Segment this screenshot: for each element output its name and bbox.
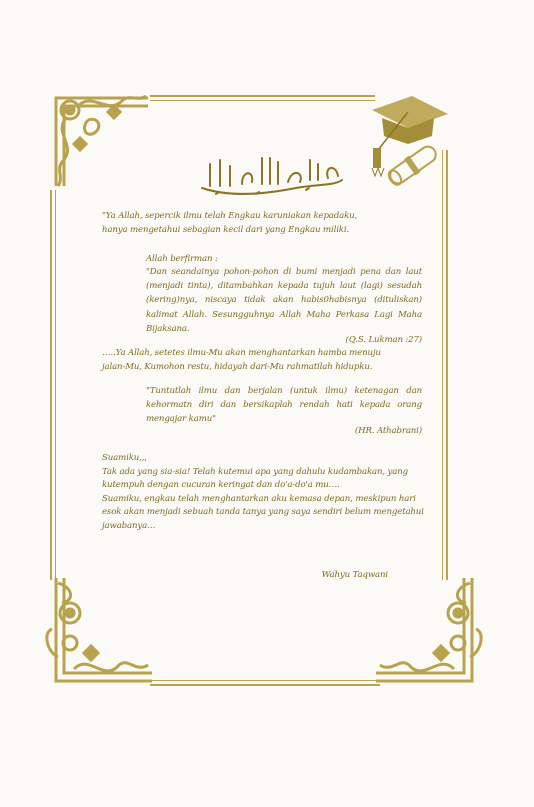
husband-line-5: jawabanya… [102,521,156,531]
frame-left-line-inner [55,190,56,580]
husband-line-2: kutempuh dengan cucuran keringat dan do'a-do'a mu…. [102,480,340,490]
quote2-source: (HR. Athabrani) [354,426,422,436]
quote1-intro: Allah berfirman : [146,254,218,264]
opening-line-1: "Ya Allah, sepercik ilmu telah Engkau karuniakan kepadaku, [102,211,358,221]
diploma-scroll-icon [383,135,443,195]
quote1-source: (Q.S. Lukman :27) [345,335,422,345]
opening-line-2: hanya mengetahui sebagian kecil dari yang Engkau miliki. [102,225,350,235]
frame-bottom-line [150,684,380,686]
frame-top-line-inner [150,100,375,101]
prayer-line-1: …..Ya Allah, setetes ilmu-Mu akan menghantarkan hamba menuju [102,348,381,358]
prayer-line-2: jalan-Mu, Kumohon restu, hidayah dari-Mu rahmatilah hidupku. [102,362,373,372]
corner-ornament-icon [44,573,159,693]
frame-right-line [446,150,448,580]
quote1-text: "Dan seandainya pohon-pohon di bumi menjadi pena dan laut (menjadi tinta), ditambahkan kepada tujuh laut (lagi) sesudah (kering)nya, niscaya tidak akan habis0habisnya (dituliskan) kalimat Allah. Sesungguhnya Allah Maha Perkasa Lagi Maha Bijaksana. [146,267,422,334]
frame-left-line [50,190,52,580]
husband-line-4: esok akan menjadi sebuah tanda tanya yang saya sendiri belum mengetahui [102,507,424,517]
signature: Wahyu Taqwani [321,570,388,580]
corner-ornament-icon [372,573,487,693]
husband-line-1: Tak ada yang sia-sia! Telah kutemui apa yang dahulu kudambakan, yang [102,467,408,477]
corner-ornament-icon [48,86,158,196]
frame-bottom-line-inner [150,680,380,681]
frame-top-line [150,95,375,97]
frame-right-line-inner [442,150,443,580]
quote2-text: "Tuntutlah ilmu dan berjalan (untuk ilmu) ketenagan dan kehormatn diri dan bersikaplah rendah hati kepada orang mengajar kamu" [146,386,422,425]
husband-salutation: Suamiku,,, [102,453,147,463]
calligraphy-basmala [196,150,346,198]
husband-line-3: Suamiku, engkau telah menghantarkan aku kemasa depan, meskipun hari [102,494,416,504]
